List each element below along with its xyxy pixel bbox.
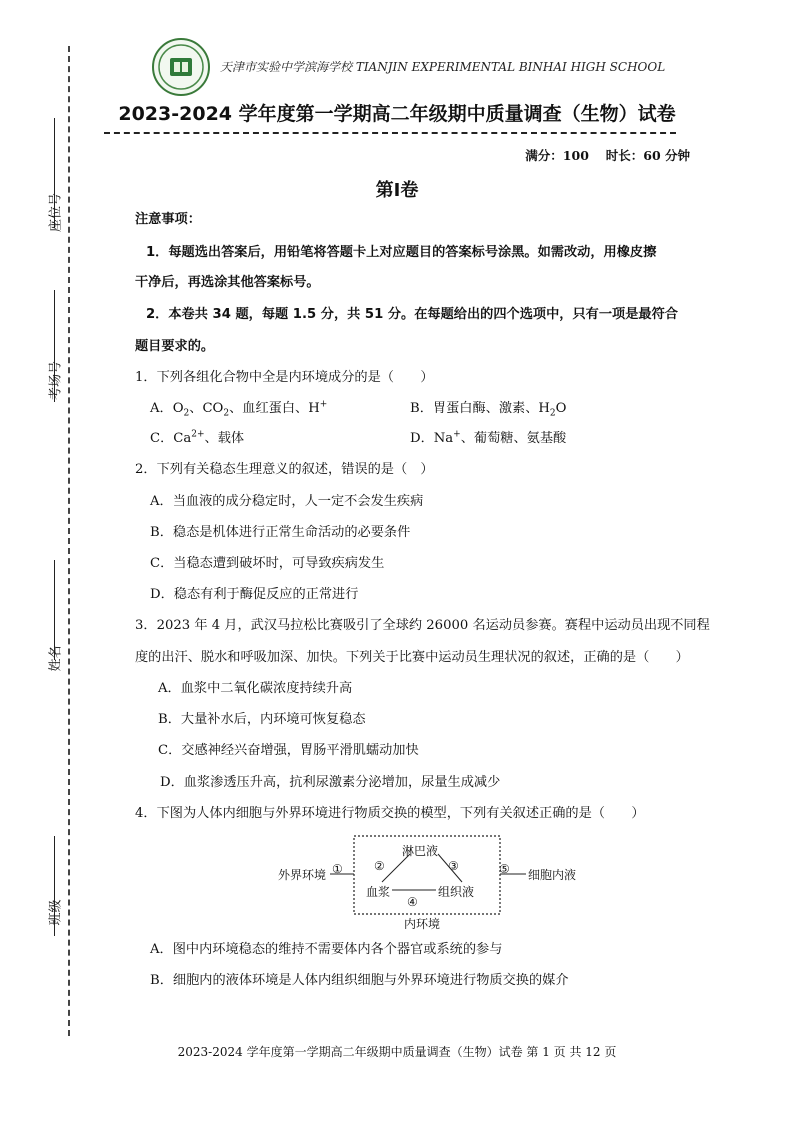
- q3-option-b: B．大量补水后，内环境可恢复稳态: [158, 712, 366, 727]
- q2-option-b: B．稳态是机体进行正常生命活动的必要条件: [150, 525, 411, 540]
- notice-p1-line2: 干净后，再选涂其他答案标号。: [135, 275, 320, 290]
- plasma-label: 血浆: [366, 885, 391, 899]
- marker-4: ④: [407, 895, 418, 909]
- title-rule: [104, 132, 676, 134]
- name-label: 姓名: [48, 645, 64, 672]
- q1-option-c: C．$Ca^{2+}$、载体: [150, 429, 245, 446]
- q3-stem-line2: 度的出汗、脱水和呼吸加深、加快。下列关于比赛中运动员生理状况的叙述，正确的是（ ）: [135, 650, 689, 665]
- school-name: 天津市实验中学滨海学校 TIANJIN EXPERIMENTAL BINHAI HIGH SCHOOL: [220, 60, 666, 74]
- q3-option-c: C．交感神经兴奋增强，胃肠平滑肌蠕动加快: [158, 743, 419, 758]
- q2-option-c: C．当稳态遭到破坏时，可导致疾病发生: [150, 556, 385, 571]
- exchange-diagram: [270, 832, 590, 936]
- school-logo: [152, 38, 210, 96]
- lymph-label: 淋巴液: [402, 844, 439, 858]
- q2-option-a: A．当血液的成分稳定时，人一定不会发生疾病: [150, 494, 424, 509]
- notice-p1-line1: 1．每题选出答案后，用铅笔将答题卡上对应题目的答案标号涂黑。如需改动，用橡皮擦: [146, 245, 657, 260]
- marker-2: ②: [374, 859, 385, 873]
- exam-title: 2023-2024 学年度第一学期高二年级期中质量调查（生物）试卷: [118, 103, 676, 125]
- q1-option-d: D．Na+、葡萄糖、氨基酸: [410, 429, 567, 446]
- q1-stem: 1．下列各组化合物中全是内环境成分的是（ ）: [135, 370, 434, 385]
- seat-label: 座位号: [48, 193, 64, 233]
- notice-heading: 注意事项：: [135, 212, 201, 227]
- volume-heading: 第Ⅰ卷: [375, 180, 419, 201]
- external-env-label: 外界环境: [278, 868, 327, 882]
- notice-p2-line1: 2．本卷共 34 题，每题 1.5 分，共 51 分。在每题给出的四个选项中，只有一项是最符合: [146, 307, 678, 322]
- q2-option-d: D．稳态有利于酶促反应的正常进行: [150, 587, 359, 602]
- class-label: 班级: [48, 899, 64, 926]
- notice-p2-line2: 题目要求的。: [135, 339, 215, 354]
- q4-option-b: B．细胞内的液体环境是人体内组织细胞与外界环境进行物质交换的媒介: [150, 973, 569, 988]
- intracellular-fluid-label: 细胞内液: [528, 868, 577, 882]
- marker-1: ①: [332, 862, 343, 876]
- q1-option-a: A．$O_2$、$CO_2$、血红蛋白、H+: [150, 399, 328, 419]
- page-footer: 2023-2024 学年度第一学期高二年级期中质量调查（生物）试卷 第 1 页 共 12 页: [177, 1045, 617, 1059]
- q3-option-a: A．血浆中二氧化碳浓度持续升高: [158, 681, 353, 696]
- q2-stem: 2．下列有关稳态生理意义的叙述，错误的是（ ）: [135, 462, 434, 477]
- q3-stem-line1: 3．2023 年 4 月，武汉马拉松比赛吸引了全球约 26000 名运动员参赛。赛程中运动员出现不同程: [135, 618, 710, 633]
- marker-3: ③: [448, 859, 459, 873]
- room-label: 考场号: [48, 361, 64, 401]
- tissue-fluid-label: 组织液: [438, 885, 475, 899]
- q3-option-d: D．血浆渗透压升高，抗利尿激素分泌增加，尿量生成减少: [160, 775, 501, 790]
- exam-meta: 满分：100 时长：60 分钟: [525, 148, 690, 163]
- q4-stem: 4．下图为人体内细胞与外界环境进行物质交换的模型，下列有关叙述正确的是（ ）: [135, 806, 645, 821]
- inner-env-label: 内环境: [404, 917, 441, 931]
- q4-option-a: A．图中内环境稳态的维持不需要体内各个器官或系统的参与: [150, 942, 503, 957]
- q1-option-b: B．胃蛋白酶、激素、$H_2O$: [410, 401, 567, 419]
- marker-5: ⑤: [499, 862, 510, 876]
